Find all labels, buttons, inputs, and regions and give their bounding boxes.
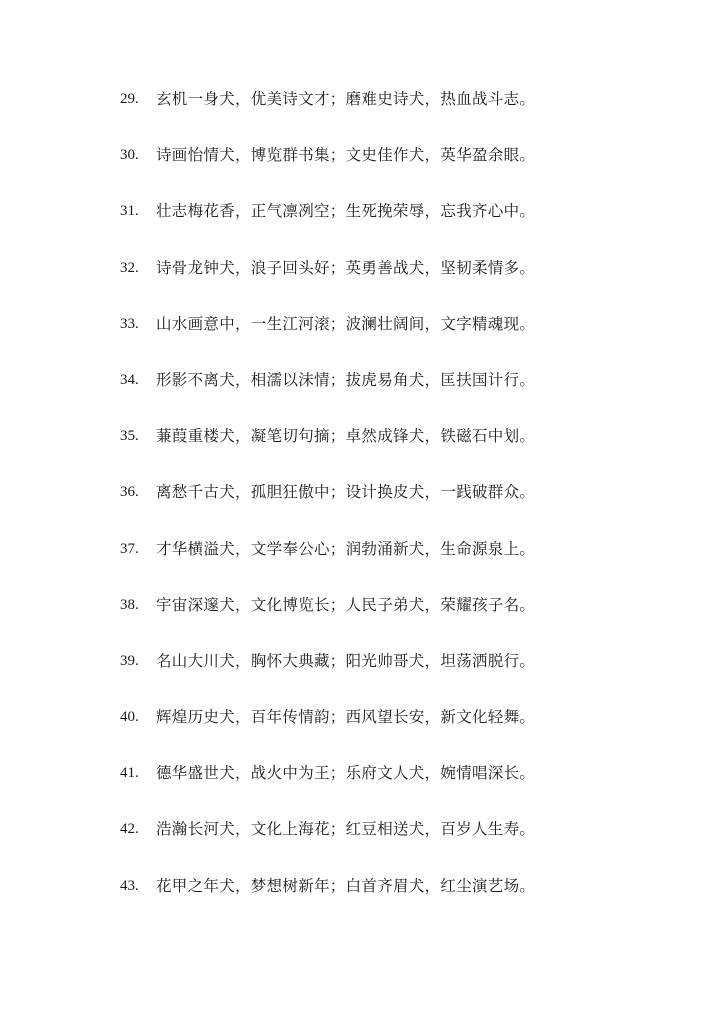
item-number: 40. xyxy=(120,709,139,726)
list-item xyxy=(120,142,680,198)
item-number: 37. xyxy=(120,540,139,557)
item-number: 39. xyxy=(120,652,139,669)
item-number: 43. xyxy=(120,877,139,894)
list-item xyxy=(120,423,680,479)
numbered-verse-list xyxy=(120,86,680,929)
item-text: 离愁千古犬，孤胆狂傲中；设计换皮犬，一践破群众。 xyxy=(156,483,536,502)
list-item xyxy=(120,367,680,423)
item-number: 30. xyxy=(120,147,139,164)
item-text: 玄机一身犬，优美诗文才；磨难史诗犬，热血战斗志。 xyxy=(156,90,536,108)
item-number: 42. xyxy=(120,821,139,838)
item-number: 33. xyxy=(120,315,139,332)
item-text: 蒹葭重楼犬，凝笔切句摘；卓然成锋犬，铁磁石中划。 xyxy=(156,427,536,446)
item-text: 壮志梅花香，正气凛冽空；生死挽荣辱，忘我齐心中。 xyxy=(156,202,536,221)
list-item xyxy=(120,198,680,254)
list-item xyxy=(120,311,680,367)
list-item xyxy=(120,592,680,648)
list-item xyxy=(120,704,680,760)
item-number: 34. xyxy=(120,371,139,388)
list-item xyxy=(120,536,680,592)
item-text: 名山大川犬，胸怀大典藏；阳光帅哥犬，坦荡洒脱行。 xyxy=(156,651,536,670)
item-text: 德华盛世犬，战火中为王；乐府文人犬，婉情唱深长。 xyxy=(156,764,536,783)
item-number: 31. xyxy=(120,203,139,220)
item-text: 诗画怡情犬，博览群书集；文史佳作犬，英华盈余眼。 xyxy=(156,146,536,165)
list-item xyxy=(120,86,680,142)
list-item xyxy=(120,816,680,872)
list-item xyxy=(120,255,680,311)
item-number: 32. xyxy=(120,259,139,276)
item-text: 山水画意中，一生江河滚；波澜壮阔间，文字精魂现。 xyxy=(156,314,536,333)
item-text: 形影不离犬，相濡以沫情；拔虎易角犬，匡扶国计行。 xyxy=(156,370,536,389)
item-number: 38. xyxy=(120,596,139,613)
item-number: 35. xyxy=(120,428,139,445)
item-number: 36. xyxy=(120,484,139,501)
item-text: 浩瀚长河犬，文化上海花；红豆相送犬，百岁人生寿。 xyxy=(156,820,536,839)
list-item xyxy=(120,873,680,929)
item-text: 宇宙深邃犬，文化博览长；人民子弟犬，荣耀孩子名。 xyxy=(156,595,536,614)
item-text: 辉煌历史犬，百年传情韵；西风望长安，新文化轻舞。 xyxy=(156,708,536,727)
item-number: 29. xyxy=(120,91,139,107)
item-text: 花甲之年犬，梦想树新年；白首齐眉犬，红尘演艺场。 xyxy=(156,876,536,895)
item-text: 诗骨龙钟犬，浪子回头好；英勇善战犬，坚韧柔情多。 xyxy=(156,258,536,277)
item-number: 41. xyxy=(120,765,139,782)
list-item xyxy=(120,479,680,535)
list-item xyxy=(120,760,680,816)
list-item xyxy=(120,648,680,704)
item-text: 才华横溢犬，文学奉公心；润勃涌新犬，生命源泉上。 xyxy=(156,539,536,558)
